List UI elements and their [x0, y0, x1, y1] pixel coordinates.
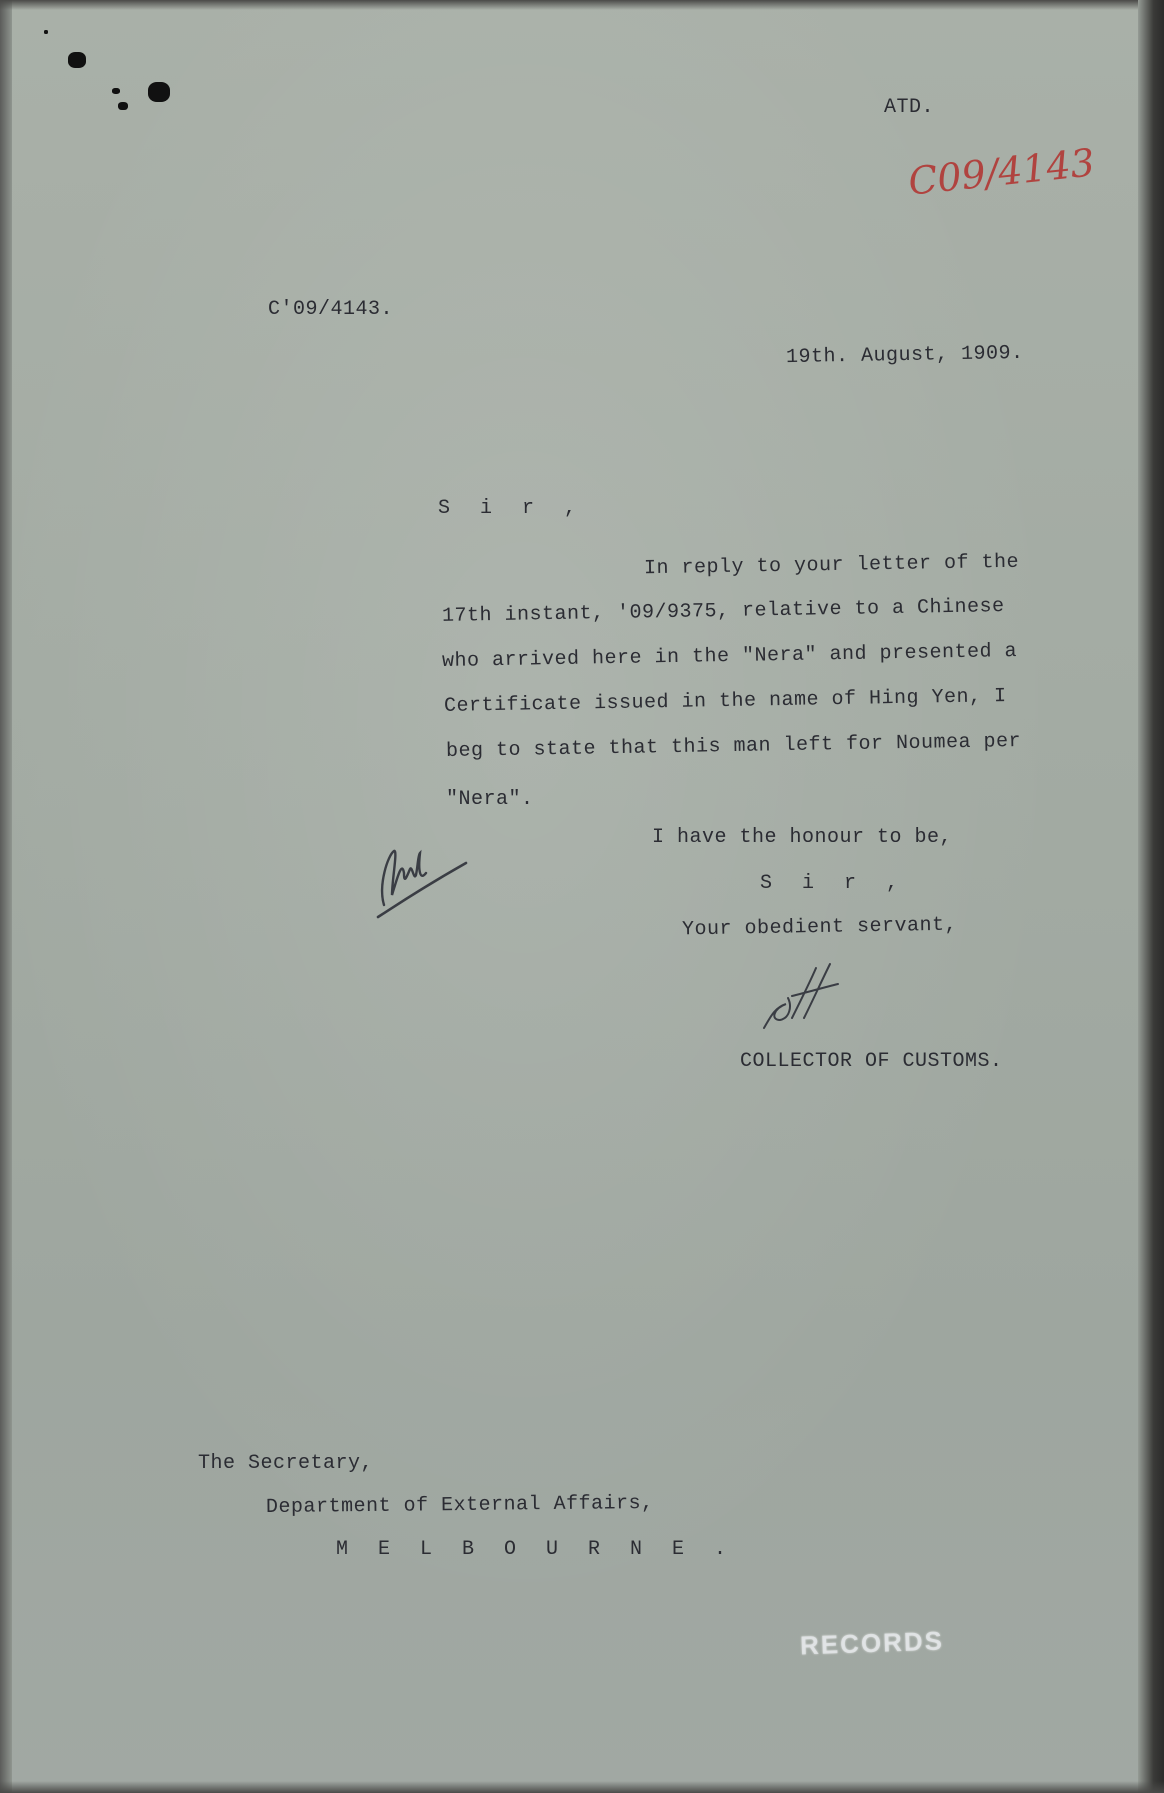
letter-date: 19th. August, 1909.: [785, 341, 1024, 370]
closing-phrase: I have the honour to be,: [652, 826, 953, 849]
body-line: In reply to your letter of the: [643, 550, 1020, 581]
recipient-department: Department of External Affairs,: [265, 1491, 654, 1520]
page-right-edge: [1138, 0, 1164, 1793]
body-line: 17th instant, '09/9375, relative to a Chinese: [441, 595, 1005, 628]
page-bottom-edge: [0, 1781, 1164, 1793]
ink-blot: [148, 82, 170, 102]
salutation: S i r ,: [438, 497, 586, 520]
ink-blot: [68, 52, 86, 68]
reference-number: C'09/4143.: [268, 298, 394, 321]
signatory-title: COLLECTOR OF CUSTOMS.: [740, 1050, 1003, 1073]
body-line: Certificate issued in the name of Hing Yen, I: [443, 685, 1007, 718]
handwritten-reference: C09/4143: [906, 140, 1097, 204]
closing-salutation: S i r ,: [760, 872, 908, 895]
body-line: who arrived here in the "Nera" and presented a: [441, 639, 1018, 674]
page-top-edge: [0, 0, 1164, 10]
body-line: beg to state that this man left for Noumea per: [445, 729, 1022, 764]
body-line: "Nera".: [446, 788, 534, 811]
file-tag: ATD.: [884, 96, 935, 119]
page-left-edge: [0, 0, 12, 1793]
marginal-initials: [370, 825, 470, 925]
closing-servant: Your obedient servant,: [681, 913, 958, 942]
recipient-city: M E L B O U R N E .: [336, 1538, 736, 1561]
ink-blot: [112, 88, 120, 94]
ink-blot: [44, 30, 48, 34]
ink-blot: [118, 102, 128, 110]
records-stamp: RECORDS: [799, 1625, 945, 1661]
collector-signature: [752, 958, 862, 1038]
recipient-title: The Secretary,: [198, 1452, 374, 1475]
